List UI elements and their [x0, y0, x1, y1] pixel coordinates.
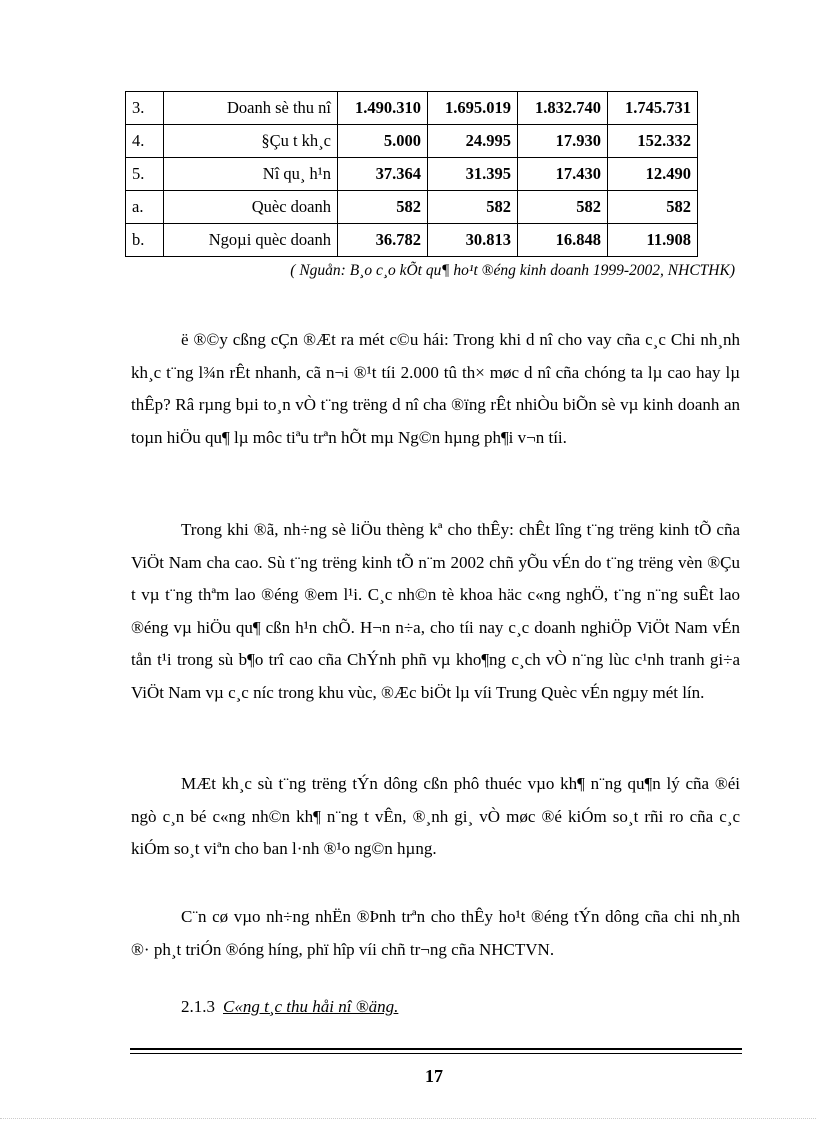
- table-row: [126, 158, 698, 191]
- table-cell: 1.832.740: [518, 92, 608, 125]
- table-cell: 5.000: [338, 125, 428, 158]
- page-edge: [0, 1118, 816, 1119]
- table-cell: 37.364: [338, 158, 428, 191]
- table-cell: 17.430: [518, 158, 608, 191]
- table-source-note: ( Nguån: B¸o c¸o kÕt qu¶ ho¹t ®éng kinh doanh 1999-2002, NHCTHK): [290, 262, 735, 279]
- page-number: 17: [425, 1066, 443, 1086]
- table-cell: 36.782: [338, 224, 428, 257]
- row-index: 3.: [126, 92, 164, 125]
- table-cell: 17.930: [518, 125, 608, 158]
- table-row: [126, 224, 698, 257]
- paragraph: [131, 901, 740, 966]
- table-cell: 582: [338, 191, 428, 224]
- row-index: 5.: [126, 158, 164, 191]
- paragraph-text: MÆt kh¸c sù t¨ng trëng tÝn dông cßn phô thuéc vµo kh¶ n¨ng qu¶n lý cña ®éi ngò c¸n bé c«ng nh©n kh¶ n¨ng t vÊn, ®¸nh gi¸ vÒ møc ®é kiÓm so¸t rñi ro cña c¸c kiÓm so¸t viªn cho ban l·nh ®¹o ng©n hµng.: [131, 774, 740, 859]
- credit-table: [125, 91, 698, 257]
- paragraph-text: ë ®©y cßng cÇn ®Æt ra mét c©u hái: Trong khi d nî cho vay cña c¸c Chi nh¸nh kh¸c t¨ng l¾n rÊt nhanh, cã n¬i ®¹t tíi 2.000 tû th× møc d nî cña chóng ta lµ cao hay lµ thÊp? Râ rµng bµi to¸n vÒ t¨ng trëng d nî cha ®ïng rÊt nhiÒu biÕn sè vµ kinh doanh an toµn hiÖu qu¶ lµ môc tiªu trªn hÕt mµ Ng©n hµng ph¶i v¬n tíi.: [131, 330, 740, 447]
- row-index: 4.: [126, 125, 164, 158]
- row-label: Quèc doanh: [164, 191, 338, 224]
- paragraph-text: Trong khi ®ã, nh÷ng sè liÖu thèng kª cho thÊy: chÊt lîng t¨ng trëng kinh tÕ cña ViÖt Nam cha cao. Sù t¨ng trëng kinh tÕ n¨m 2002 chñ yÕu vÉn do t¨ng trëng vèn ®Çu t vµ t¨ng thªm lao ®éng ®em l¹i. C¸c nh©n tè khoa häc c«ng nghÖ, t¨ng n¨ng suÊt lao ®éng vµ hiÖu qu¶ cßn h¹n chÕ. H¬n n÷a, cho tíi nay c¸c doanh nghiÖp ViÖt Nam vÉn tån t¹i trong sù b¶o trî cao cña ChÝnh phñ vµ kho¶ng c¸ch vÒ n¨ng lùc c¹nh tranh gi÷a ViÖt Nam vµ c¸c níc trong khu vùc, ®Æc biÖt lµ víi Trung Quèc vÉn ngµy mét lín.: [131, 520, 740, 702]
- paragraph-text: C¨n cø vµo nh÷ng nhËn ®Þnh trªn cho thÊy ho¹t ®éng tÝn dông cña chi nh¸nh ®· ph¸t triÓn ®óng híng, phï hîp víi chñ tr¬ng cña NHCTVN.: [131, 907, 740, 959]
- table-cell: 1.745.731: [608, 92, 698, 125]
- section-title: C«ng t¸c thu håi nî ®äng.: [223, 997, 399, 1016]
- table-cell: 1.490.310: [338, 92, 428, 125]
- table-cell: 152.332: [608, 125, 698, 158]
- section-heading: [181, 997, 398, 1017]
- table-cell: 582: [518, 191, 608, 224]
- table-cell: 16.848: [518, 224, 608, 257]
- table-cell: 30.813: [428, 224, 518, 257]
- paragraph: [131, 768, 740, 866]
- table-cell: 582: [608, 191, 698, 224]
- footer-rule: [130, 1048, 742, 1050]
- section-number: 2.1.3: [181, 997, 215, 1016]
- table-cell: 582: [428, 191, 518, 224]
- paragraph: [131, 514, 740, 710]
- row-label: Ngoµi quèc doanh: [164, 224, 338, 257]
- footer-rule-thin: [130, 1053, 742, 1054]
- table-row: [126, 125, 698, 158]
- table-cell: 24.995: [428, 125, 518, 158]
- table-cell: 1.695.019: [428, 92, 518, 125]
- row-index: b.: [126, 224, 164, 257]
- table-row: [126, 92, 698, 125]
- row-index: a.: [126, 191, 164, 224]
- row-label: §Çu t kh¸c: [164, 125, 338, 158]
- row-label: Nî qu¸ h¹n: [164, 158, 338, 191]
- table-cell: 31.395: [428, 158, 518, 191]
- table-cell: 11.908: [608, 224, 698, 257]
- table-row: [126, 191, 698, 224]
- row-label: Doanh sè thu nî: [164, 92, 338, 125]
- paragraph: [131, 324, 740, 454]
- table-cell: 12.490: [608, 158, 698, 191]
